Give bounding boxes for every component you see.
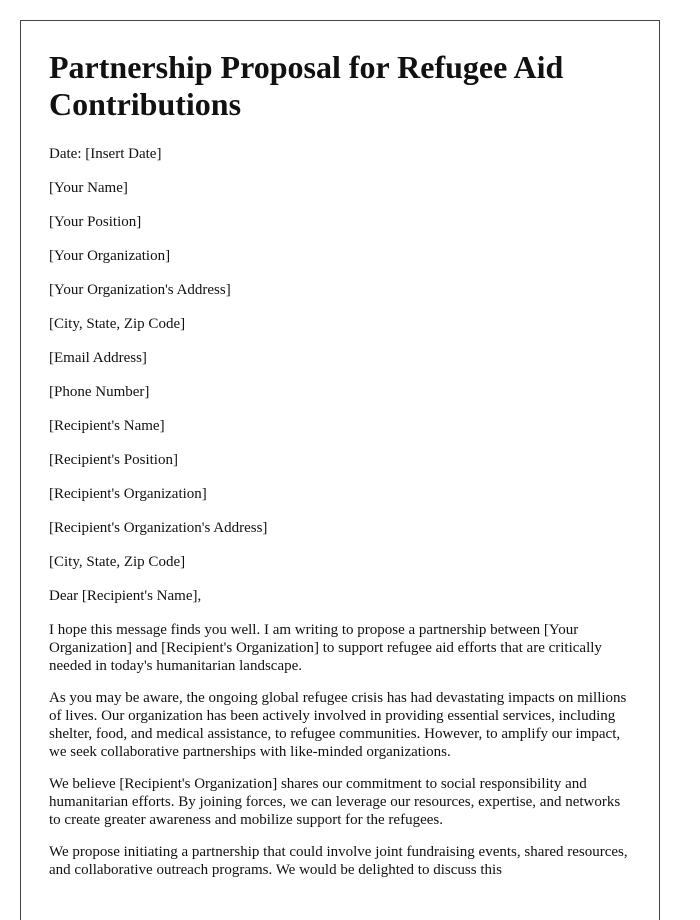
recipient-address: [Recipient's Organization's Address] <box>49 520 268 536</box>
letter-page <box>20 20 660 920</box>
recipient-name: [Recipient's Name] <box>49 418 165 434</box>
letter-body <box>49 621 631 879</box>
body-paragraph: We believe [Recipient's Organization] shares our commitment to social responsibility and humanitarian efforts. By joining forces, we can leverage our resources, expertise, and networks to create greater awareness and mobilize support for the refugees. <box>49 776 621 828</box>
body-paragraph: I hope this message finds you well. I am writing to propose a partnership between [Your Organization] and [Recipient's Organization] to support refugee aid efforts that are critically needed in today's humanitarian landscape. <box>49 622 602 674</box>
sender-organization: [Your Organization] <box>49 248 171 264</box>
sender-name: [Your Name] <box>49 180 128 196</box>
sender-position: [Your Position] <box>49 214 142 230</box>
sender-phone: [Phone Number] <box>49 384 150 400</box>
body-paragraph: As you may be aware, the ongoing global refugee crisis has had devastating impacts on millions of lives. Our organization has been actively involved in providing essential services, including shelter, food, and medical assistance, to refugee communities. However, to amplify our impact, we seek collaborative partnerships with like-minded organizations. <box>49 690 627 760</box>
page-title: Partnership Proposal for Refugee Aid Contributions <box>49 49 564 122</box>
salutation: Dear [Recipient's Name], <box>49 588 202 604</box>
body-paragraph: We propose initiating a partnership that could involve joint fundraising events, shared resources, and collaborative outreach programs. We would be delighted to discuss this <box>49 844 628 878</box>
sender-city-state-zip: [City, State, Zip Code] <box>49 316 186 332</box>
header-block <box>49 145 631 606</box>
recipient-city-state-zip: [City, State, Zip Code] <box>49 554 186 570</box>
date-line: Date: [Insert Date] <box>49 146 162 162</box>
recipient-position: [Recipient's Position] <box>49 452 178 468</box>
recipient-organization: [Recipient's Organization] <box>49 486 207 502</box>
sender-address: [Your Organization's Address] <box>49 282 231 298</box>
sender-email: [Email Address] <box>49 350 147 366</box>
